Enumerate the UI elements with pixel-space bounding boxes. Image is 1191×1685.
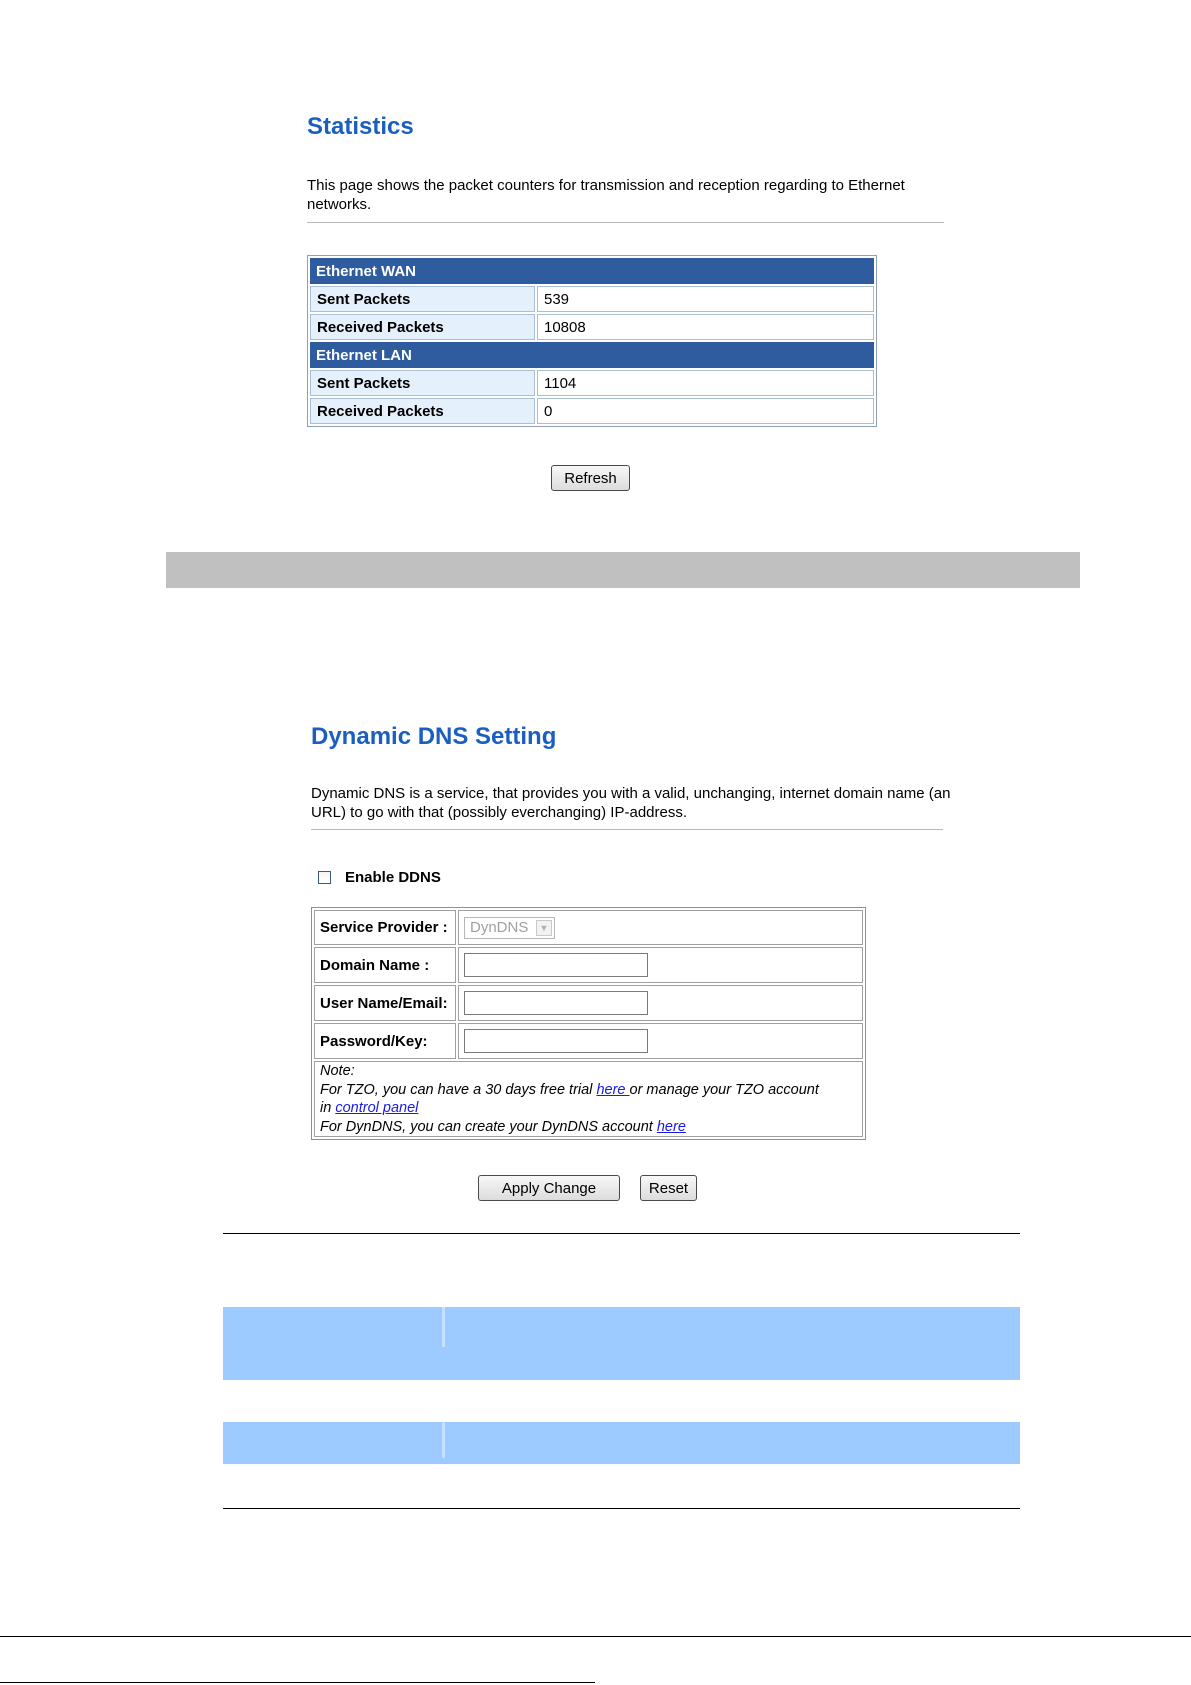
refresh-button[interactable]: Refresh [551, 465, 630, 491]
table-row [314, 947, 863, 983]
note-tzo-middle: or manage your TZO account [629, 1081, 819, 1098]
password-input[interactable] [464, 1029, 648, 1053]
note-heading: Note: [320, 1063, 355, 1079]
apply-change-button[interactable]: Apply Change [478, 1175, 620, 1201]
chevron-down-icon: ▼ [536, 920, 552, 936]
domain-name-label: Domain Name : [314, 947, 456, 983]
wan-sent-value: 539 [537, 286, 874, 312]
lan-sent-label: Sent Packets [310, 370, 535, 396]
reset-button[interactable]: Reset [640, 1175, 697, 1201]
service-provider-label: Service Provider : [314, 910, 456, 945]
table-row [310, 286, 874, 312]
password-label: Password/Key: [314, 1023, 456, 1059]
table-row [314, 985, 863, 1021]
note-dyndns-prefix: For DynDNS, you can create your DynDNS account [320, 1118, 657, 1135]
note-tzo-line [320, 1081, 857, 1100]
band-column-divider [442, 1422, 445, 1458]
enable-ddns-checkbox[interactable] [318, 871, 331, 884]
wan-received-label: Received Packets [310, 314, 535, 340]
statistics-divider [307, 222, 944, 223]
lan-received-label: Received Packets [310, 398, 535, 424]
section-header-row [310, 342, 874, 368]
table-row [314, 1023, 863, 1059]
password-cell [458, 1023, 863, 1059]
domain-name-input[interactable] [464, 953, 648, 977]
section-header-wan: Ethernet WAN [310, 258, 874, 284]
note-row [314, 1061, 863, 1137]
statistics-table [307, 255, 877, 427]
service-provider-cell [458, 910, 863, 945]
note-tzo-prefix: For TZO, you can have a 30 days free trial [320, 1081, 597, 1098]
page-footer-rule [0, 1682, 595, 1683]
table-row [314, 910, 863, 945]
user-name-cell [458, 985, 863, 1021]
ddns-title: Dynamic DNS Setting [311, 723, 557, 750]
section-header-row [310, 258, 874, 284]
ddns-description: Dynamic DNS is a service, that provides you with a valid, unchanging, internet domain name (an URL) to go with that (possibly everchanging) IP-address. [311, 785, 951, 821]
lan-received-value: 0 [537, 398, 874, 424]
enable-ddns-row [318, 869, 441, 886]
user-name-label: User Name/Email: [314, 985, 456, 1021]
band-column-divider [442, 1307, 445, 1347]
note-in-text: in [320, 1100, 336, 1116]
page-footer-rule [0, 1636, 1191, 1637]
table-row [310, 314, 874, 340]
horizontal-rule [223, 1233, 1020, 1234]
horizontal-rule [223, 1508, 1020, 1509]
statistics-description: This page shows the packet counters for transmission and reception regarding to Ethernet networks. [307, 177, 905, 213]
wan-received-value: 10808 [537, 314, 874, 340]
enable-ddns-label: Enable DDNS [345, 869, 441, 886]
tzo-trial-link[interactable]: here [596, 1081, 630, 1098]
dyndns-account-link[interactable]: here [656, 1118, 686, 1135]
lan-sent-value: 1104 [537, 370, 874, 396]
blue-table-band [223, 1422, 1020, 1464]
blue-table-band [223, 1307, 1020, 1380]
control-panel-link[interactable]: control panel [335, 1100, 419, 1116]
statistics-title: Statistics [307, 113, 414, 140]
service-provider-value: DynDNS [470, 918, 529, 936]
note-control-panel-line [320, 1099, 857, 1118]
ddns-divider [311, 829, 943, 830]
note-cell [314, 1061, 863, 1137]
service-provider-select[interactable] [464, 917, 555, 939]
section-header-lan: Ethernet LAN [310, 342, 874, 368]
table-row [310, 398, 874, 424]
user-name-input[interactable] [464, 991, 648, 1015]
wan-sent-label: Sent Packets [310, 286, 535, 312]
domain-name-cell [458, 947, 863, 983]
ddns-form-table [311, 907, 866, 1140]
section-separator-band [166, 552, 1080, 588]
note-dyndns-line [320, 1118, 857, 1137]
table-row [310, 370, 874, 396]
